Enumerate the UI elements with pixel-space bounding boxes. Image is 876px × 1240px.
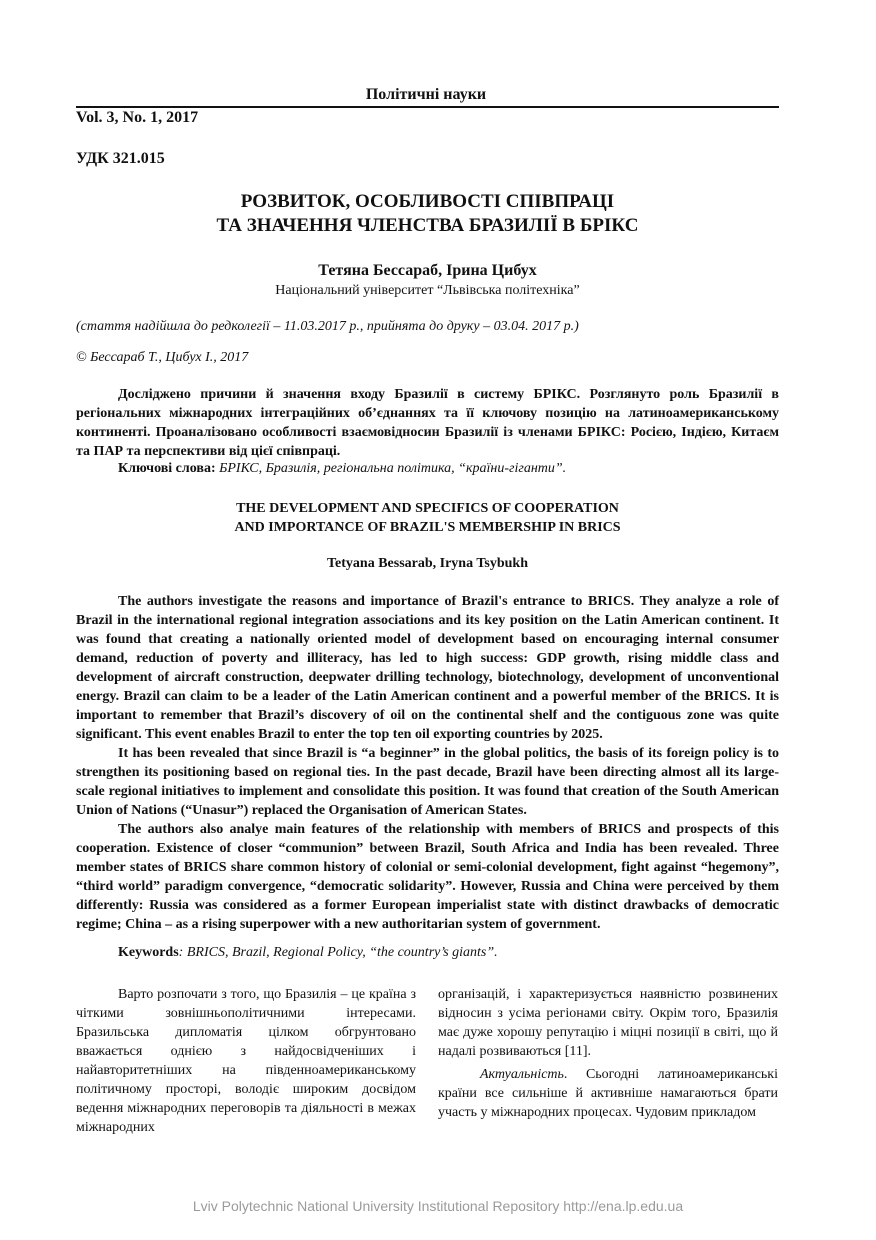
article-title-ua — [76, 190, 779, 238]
keywords-en — [118, 945, 498, 961]
udk-code: УДК 321.015 — [76, 150, 165, 167]
abstract-en-paragraph-2: It has been revealed that since Brazil is “a beginner” in the global politics, the basis of its foreign policy is to strengthen its positioning based on regional ties. In the past decade, Brazil have been directing almost all its large-scale regional initiatives to implement and consolidate this position. It was found that creation of the South American Union of Nations (“Unasur”) replaced the Organisation of American States. — [76, 746, 779, 818]
authors-ua: Тетяна Бессараб, Ірина Цибух — [318, 262, 537, 279]
abstract-en-paragraph-3: The authors also analye main features of the relationship with members of BRICS and prospects of this cooperation. Existence of closer “communion” between Brazil, South Africa and India has been revealed. Three member states of BRICS share common history of colonial or semi-colonial development, fight against “hegemony”, “third world” paradigm convergence, “democratic solidarity”. However, Russia and China were perceived by them differently: Russia was considered as a former European imperialist state with distinct drawbacks of democratic regime; China – as a rising superpower with a new authoritarian system of government. — [76, 822, 779, 932]
body-column-right — [438, 985, 778, 1122]
abstract-ua: Досліджено причини й значення входу Бразилії в систему БРІКС. Розглянуто роль Бразилії в регіональних міжнародних інтеграційних об’єднаннях та її ключову позицію на латиноамериканському континенті. Проаналізовано особливості взаємовідносин Бразилії із членами БРІКС: Росією, Індією, Китаєм та ПАР та перспективи від цієї співпраці. — [76, 387, 779, 459]
body-right-paragraph-1: організацій, і характеризується наявністю розвинених відносин з усіма регіонами світу. Окрім того, Бразилія має дуже хорошу репутацію і міцні позиції в світі, що й надалі розвиваються [11]. — [438, 987, 778, 1059]
abstract-en-paragraph-1: The authors investigate the reasons and importance of Brazil's entrance to BRICS. They analyze a role of Brazil in the international regional integration associations and its key position on the Latin American continent. It was found that creating a nationally oriented model of development based on encouraging internal consumer demand, reduction of poverty and illiteracy, has led to high success: GDP growth, rising middle class and development of aircraft construction, deepwater drilling technology, biotechnology, development of unconventional energy. Brazil can claim to be a leader of the Latin American continent and a powerful member of the BRICS. It is important to remember that Brazil’s discovery of oil on the continental shelf and the contiguous zone was quite significant. This event enables Brazil to enter the top ten oil exporting countries by 2025. — [76, 594, 779, 742]
body-column-left — [76, 985, 416, 1137]
keywords-ua-label: Ключові слова: — [118, 461, 216, 476]
received-dates: (стаття надійшла до редколегії – 11.03.2017 р., прийнята до друку – 03.04. 2017 р.) — [76, 319, 579, 334]
abstract-en — [76, 592, 779, 934]
title-ua-line-1: РОЗВИТОК, ОСОБЛИВОСТІ СПІВПРАЦІ — [240, 191, 615, 212]
copyright-line: © Бессараб Т., Цибух І., 2017 — [76, 350, 249, 365]
relevance-label: Актуальність — [480, 1067, 564, 1082]
title-en-line-2: AND IMPORTANCE OF BRAZIL'S MEMBERSHIP IN BRICS — [234, 520, 621, 535]
repository-footer: Lviv Polytechnic National University Institutional Repository http://ena.lp.edu.ua — [192, 1198, 684, 1214]
volume-info: Vol. 3, No. 1, 2017 — [76, 109, 199, 126]
affiliation-ua: Національний університет “Львівська політехніка” — [275, 283, 580, 298]
authors-en: Tetyana Bessarab, Iryna Tsybukh — [326, 556, 528, 571]
journal-section-title: Політичні науки — [365, 86, 487, 103]
keywords-en-text: : BRICS, Brazil, Regional Policy, “the country’s giants”. — [178, 945, 498, 960]
keywords-ua — [118, 461, 566, 477]
header-rule — [76, 106, 779, 108]
title-ua-line-2: ТА ЗНАЧЕННЯ ЧЛЕНСТВА БРАЗИЛІЇ В БРІКС — [216, 215, 639, 236]
title-en-line-1: THE DEVELOPMENT AND SPECIFICS OF COOPERATION — [236, 501, 619, 516]
body-left-paragraph: Варто розпочати з того, що Бразилія – це країна з чіткими зовнішньополітичними інтересами. Бразильська дипломатія цілком обгрунтовано вважається однією з найдосвідченіших і найавторитетніших на південноамериканському політичному просторі, володіє широким досвідом ведення міжнародних переговорів та діяльності в межах міжнародних — [76, 987, 416, 1135]
keywords-en-label: Keywords — [118, 945, 179, 960]
relevance-text: . Сьогодні латиноамериканські країни все сильніше й активніше намагаються брати участь у міжнародних процесах. Чудовим прикладом — [438, 1067, 778, 1120]
article-title-en — [76, 499, 779, 537]
body-right-paragraph-2 — [438, 1065, 778, 1122]
keywords-ua-text: БРІКС, Бразилія, регіональна політика, “країни-гіганти”. — [215, 461, 567, 476]
